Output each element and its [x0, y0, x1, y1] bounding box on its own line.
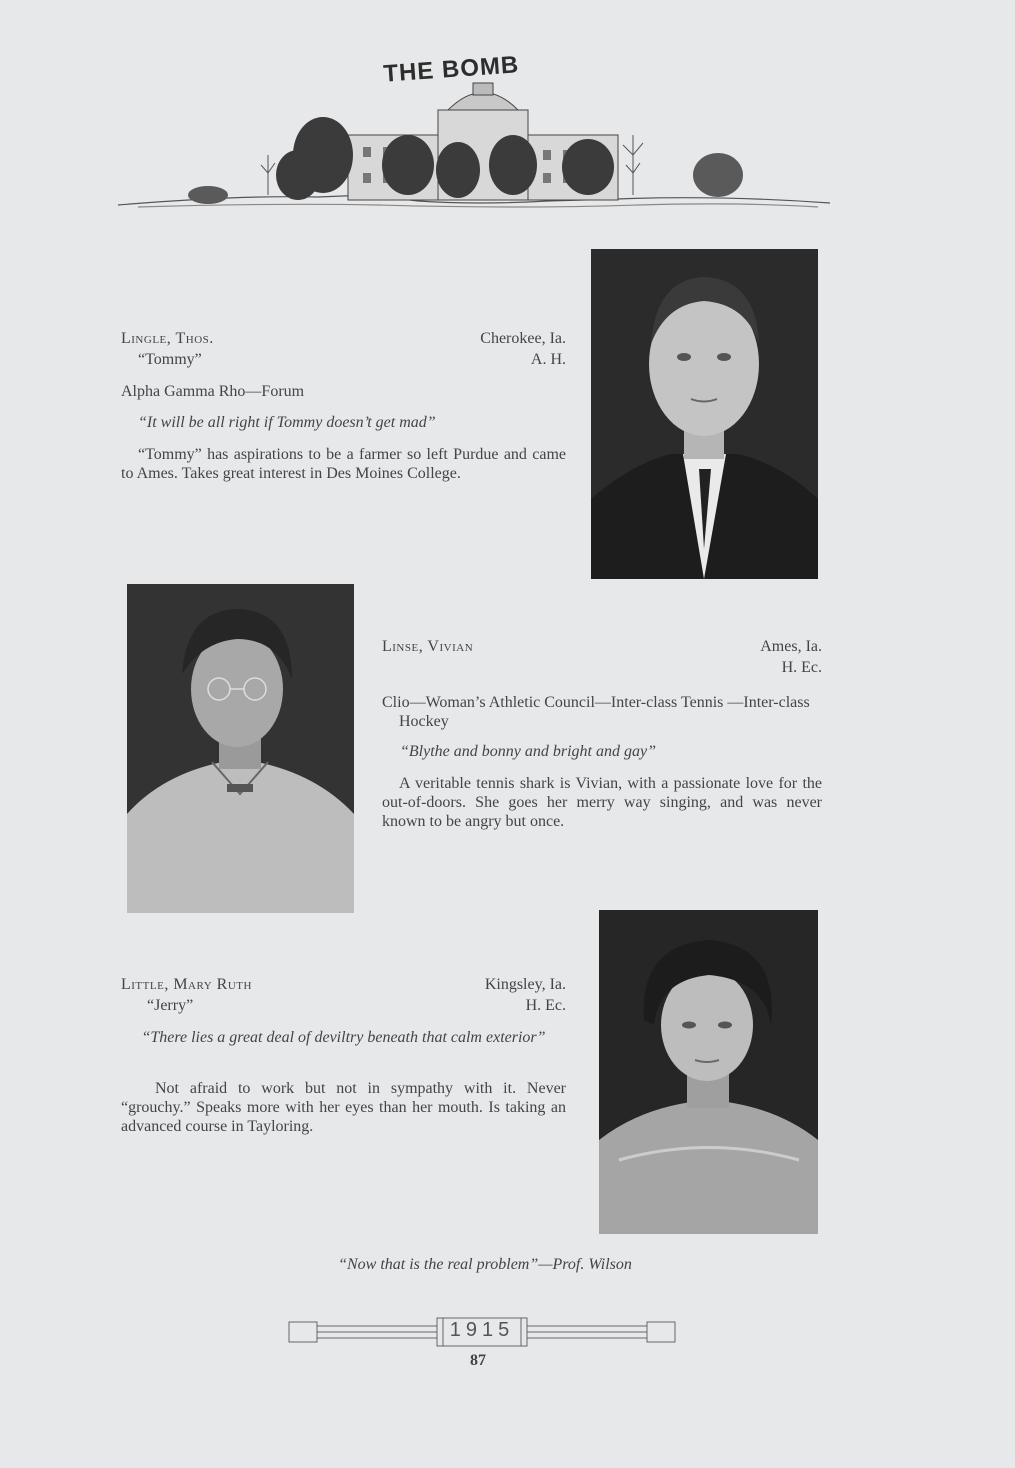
header-title: THE BOMB: [382, 51, 521, 88]
page-quote: “Now that is the real problem”—Prof. Wilson: [338, 1256, 632, 1273]
entry-1-quote: “It will be all right if Tommy doesn’t get mad”: [138, 414, 436, 431]
entry-2-course: H. Ec.: [781, 659, 822, 676]
portrait-photo-linse: [127, 584, 354, 913]
portrait-photo-lingle: [591, 249, 818, 579]
portrait-little-illustration: [599, 910, 818, 1234]
portrait-linse-illustration: [127, 584, 354, 913]
portrait-lingle-illustration: [591, 249, 818, 579]
entry-1-bio: “Tommy” has aspirations to be a farmer so left Purdue and came to Ames. Takes great interest in Des Moines College.: [121, 446, 566, 482]
entry-2-quote: “Blythe and bonny and bright and gay”: [400, 743, 656, 760]
entry-3-hometown: Kingsley, Ia.: [484, 976, 566, 993]
entry-3-course: H. Ec.: [525, 997, 566, 1014]
footer-year-banner: [287, 1316, 677, 1348]
entry-2-organizations: Clio—Woman’s Athletic Council—Inter-class Tennis —Inter-class Hockey: [382, 694, 810, 730]
entry-3-quote: “There lies a great deal of deviltry beneath that calm exterior”: [141, 1029, 546, 1046]
entry-2-bio: A veritable tennis shark is Vivian, with a passionate love for the out-of-doors. She goes her merry way singing, and was never known to be angry but once.: [382, 775, 822, 830]
footer-year: 1915: [449, 1319, 515, 1341]
entry-1-nickname: “Tommy”: [138, 351, 202, 368]
entry-1-course: A. H.: [530, 351, 566, 368]
entry-3-name: Little, Mary Ruth: [121, 976, 252, 993]
entry-3-nickname: “Jerry”: [147, 997, 194, 1014]
entry-1-name: Lingle, Thos.: [121, 330, 214, 347]
entry-3-bio: Not afraid to work but not in sympathy with it. Never “grouchy.” Speaks more with her eyes than her mouth. Is taking an advanced course in Tayloring.: [121, 1080, 566, 1135]
entry-1-organizations: Alpha Gamma Rho—Forum: [121, 383, 305, 400]
page-number: 87: [470, 1352, 486, 1369]
portrait-photo-little: [599, 910, 818, 1234]
entry-2-hometown: Ames, Ia.: [760, 638, 822, 655]
entry-1-hometown: Cherokee, Ia.: [480, 330, 566, 347]
entry-2-name: Linse, Vivian: [382, 638, 474, 655]
